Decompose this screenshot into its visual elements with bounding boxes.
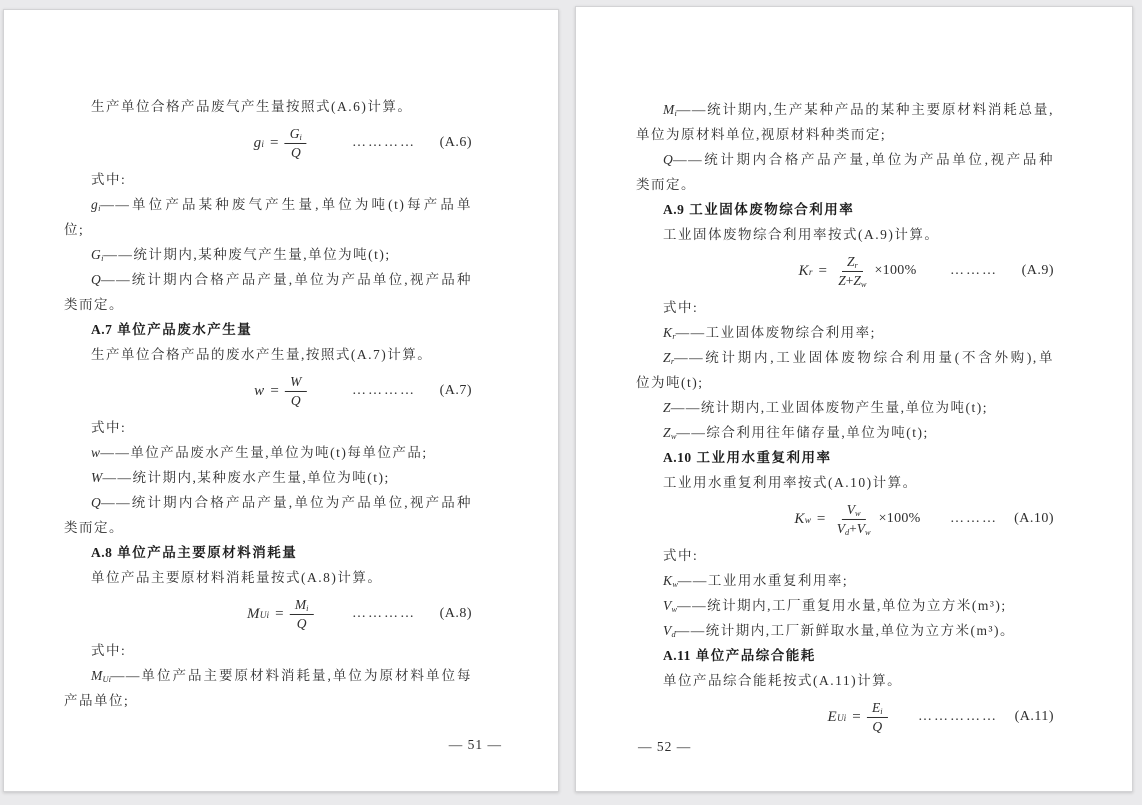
section-number: A.7 [91,322,113,337]
variable-symbol: $G_i$ [91,247,104,264]
formula-block [64,367,472,415]
definition-line: $g_i——$单位产品某种废气产生量,单位为吨(t)每产品单 [91,197,472,214]
equation-number: (A.7) [439,383,472,398]
paragraph-line: 单位产品主要原材料消耗量按式(A.8)计算。 [91,570,383,585]
fraction: $\frac{G_i}{Q}$ [285,126,307,160]
text-line: 式中: [663,300,699,315]
variable-symbol: $V_w$ [663,598,678,615]
dot-leader: ……… [950,263,998,278]
fraction: $\frac{M_i}{Q}$ [290,597,314,631]
definition-line: Q——统计期内合格产品产量,单位为产品单位,视产品种 [91,272,472,287]
page-51-content [64,10,472,713]
section-heading [636,643,1054,668]
definition-line: Q——统计期内合格产品产量,单位为产品单位,视产品种 [663,152,1054,167]
dot-leader: …………… [918,709,998,724]
variable-symbol: $g_i$ [91,197,101,214]
variable-symbol: $K_w$ [663,573,678,590]
text-line: 式中: [91,643,127,658]
dot-leader: ………… [352,606,416,621]
definition-line: $Z_r——$统计期内,工业固体废物综合利用量(不含外购),单 [663,350,1054,367]
section-heading [636,445,1054,470]
variable-symbol: Q [663,152,674,167]
fraction: $\frac{Z_r}{Z+Z_w}$ [838,253,867,289]
fraction: $\frac{V_w}{V_d+V_w}$ [836,501,871,537]
equation-number: (A.9) [1021,263,1054,278]
continuation-line: 类而定。 [64,520,124,535]
continuation-line: 类而定。 [636,177,696,192]
fraction: $\frac{E_i}{Q}$ [867,700,888,734]
definition-line: $K_w——$工业用水重复利用率; [663,573,849,590]
section-title: 工业固体废物综合利用率 [689,202,855,217]
formula-expression: K $_w$ = $\frac{V_w}{V_d+V_w}$ ×100% [794,501,921,537]
variable-symbol: Q [91,495,102,510]
variable-symbol: $K_r$ [663,325,676,342]
equation-number: (A.6) [439,135,472,150]
section-number: A.10 [663,450,692,465]
section-number: A.11 [663,648,691,663]
definition-line: W——统计期内,某种废水产生量,单位为吨(t); [91,470,390,485]
definition-line: $K_r——$工业固体废物综合利用率; [663,325,876,342]
equation-number: (A.10) [1014,511,1054,526]
paragraph-line: 工业用水重复利用率按式(A.10)计算。 [663,475,918,490]
section-number: A.9 [663,202,685,217]
section-number: A.8 [91,545,113,560]
section-title: 工业用水重复利用率 [696,450,832,465]
definition-line: $M_{Ui}——$单位产品主要原材料消耗量,单位为原材料单位每 [91,668,472,685]
variable-symbol: $M_{Ui}$ [91,668,111,685]
section-title: 单位产品综合能耗 [695,648,816,663]
definition-line: Q——统计期内合格产品产量,单位为产品单位,视产品种 [91,495,472,510]
dot-leader: ………… [352,383,416,398]
variable-symbol: W [91,470,103,485]
variable-symbol: $M_i$ [663,102,677,119]
text-line: 式中: [91,172,127,187]
variable-symbol: Z [663,400,671,415]
variable-symbol: $Z_w$ [663,425,677,442]
formula-block [636,247,1054,295]
continuation-line: 单位为原材料单位,视原材料种类而定; [636,127,887,142]
definition-line: w——单位产品废水产生量,单位为吨(t)每单位产品; [91,445,428,460]
equation-number: (A.11) [1014,709,1054,724]
definition-line: $V_d——$统计期内,工厂新鲜取水量,单位为立方米(m³)。 [663,623,1016,640]
text-line: 式中: [91,420,127,435]
definition-line: $G_i——$统计期内,某种废气产生量,单位为吨(t); [91,247,391,264]
continuation-line: 位; [64,222,85,237]
fraction: $\frac{W}{Q}$ [285,374,306,408]
paragraph-line: 单位产品综合能耗按式(A.11)计算。 [663,673,903,688]
equation-number: (A.8) [439,606,472,621]
paragraph-line: 生产单位合格产品废气产生量按照式(A.6)计算。 [91,99,413,114]
variable-symbol: $Z_r$ [663,350,675,367]
formula-expression: E $_{Ui}$ = $\frac{E_i}{Q}$ [827,700,887,734]
formula-expression: M $_{Ui}$ = $\frac{M_i}{Q}$ [247,597,313,631]
paragraph-line: 工业固体废物综合利用率按式(A.9)计算。 [663,227,940,242]
paragraph-line: 生产单位合格产品的废水产生量,按照式(A.7)计算。 [91,347,433,362]
formula-expression: K $_r$ = $\frac{Z_r}{Z+Z_w}$ ×100% [798,253,917,289]
section-title: 单位产品主要原材料消耗量 [117,545,298,560]
definition-line: Z——统计期内,工业固体废物产生量,单位为吨(t); [663,400,989,415]
page-52-content [636,7,1054,741]
definition-line: $Z_w——$综合利用往年储存量,单位为吨(t); [663,425,929,442]
continuation-line: 位为吨(t); [636,375,704,390]
section-heading [636,197,1054,222]
section-heading [64,317,472,342]
definition-line: $M_i——$统计期内,生产某种产品的某种主要原材料消耗总量, [663,102,1054,119]
formula-expression: w = $\frac{W}{Q}$ [254,374,306,408]
formula-expression: g $_i$ = $\frac{G_i}{Q}$ [254,126,307,160]
text-line: 式中: [663,548,699,563]
page-52 [575,6,1133,792]
dot-leader: ……… [950,511,998,526]
continuation-line: 类而定。 [64,297,124,312]
dot-leader: ………… [352,135,416,150]
formula-block [636,693,1054,741]
formula-block [64,590,472,638]
definition-line: $V_w——$统计期内,工厂重复用水量,单位为立方米(m³); [663,598,1007,615]
section-title: 单位产品废水产生量 [117,322,253,337]
section-heading [64,540,472,565]
formula-block [636,495,1054,543]
continuation-line: 产品单位; [64,693,130,708]
variable-symbol: w [91,445,101,460]
variable-symbol: Q [91,272,102,287]
page-51 [3,9,559,792]
page-number: — 51 — [448,737,502,752]
formula-block [64,119,472,167]
variable-symbol: $V_d$ [663,623,676,640]
page-number: — 52 — [638,739,692,754]
